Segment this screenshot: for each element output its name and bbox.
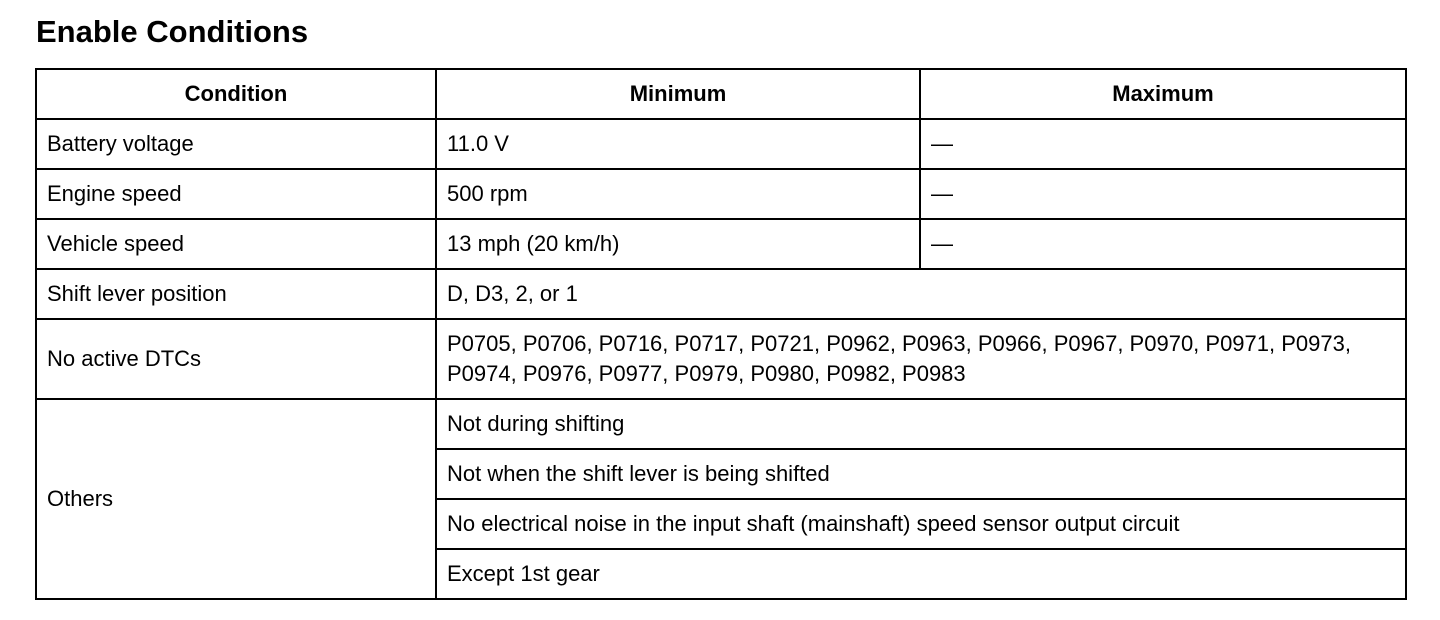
maximum-cell: — (920, 169, 1406, 219)
condition-cell: Vehicle speed (36, 219, 436, 269)
condition-cell: No active DTCs (36, 319, 436, 399)
column-header-condition: Condition (36, 69, 436, 119)
column-header-minimum: Minimum (436, 69, 920, 119)
table-row (36, 319, 1406, 399)
value-cell: P0705, P0706, P0716, P0717, P0721, P0962, P0963, P0966, P0967, P0970, P0971, P0973, P0974, P0976, P0977, P0979, P0980, P0982, P0983 (436, 319, 1406, 399)
table-row (36, 119, 1406, 169)
page-title: Enable Conditions (36, 14, 309, 49)
maximum-cell: — (920, 119, 1406, 169)
value-cell: Not during shifting (436, 399, 1406, 449)
table-row (36, 399, 1406, 449)
table-row (36, 169, 1406, 219)
table-row (36, 219, 1406, 269)
value-cell: No electrical noise in the input shaft (mainshaft) speed sensor output circuit (436, 499, 1406, 549)
condition-cell: Others (36, 399, 436, 599)
value-cell: Except 1st gear (436, 549, 1406, 599)
minimum-cell: 13 mph (20 km/h) (436, 219, 920, 269)
value-cell: Not when the shift lever is being shifted (436, 449, 1406, 499)
value-cell: D, D3, 2, or 1 (436, 269, 1406, 319)
enable-conditions-table (35, 68, 1407, 600)
condition-cell: Shift lever position (36, 269, 436, 319)
condition-cell: Engine speed (36, 169, 436, 219)
table-row (36, 269, 1406, 319)
column-header-maximum: Maximum (920, 69, 1406, 119)
maximum-cell: — (920, 219, 1406, 269)
table-header-row (36, 69, 1406, 119)
minimum-cell: 11.0 V (436, 119, 920, 169)
condition-cell: Battery voltage (36, 119, 436, 169)
minimum-cell: 500 rpm (436, 169, 920, 219)
